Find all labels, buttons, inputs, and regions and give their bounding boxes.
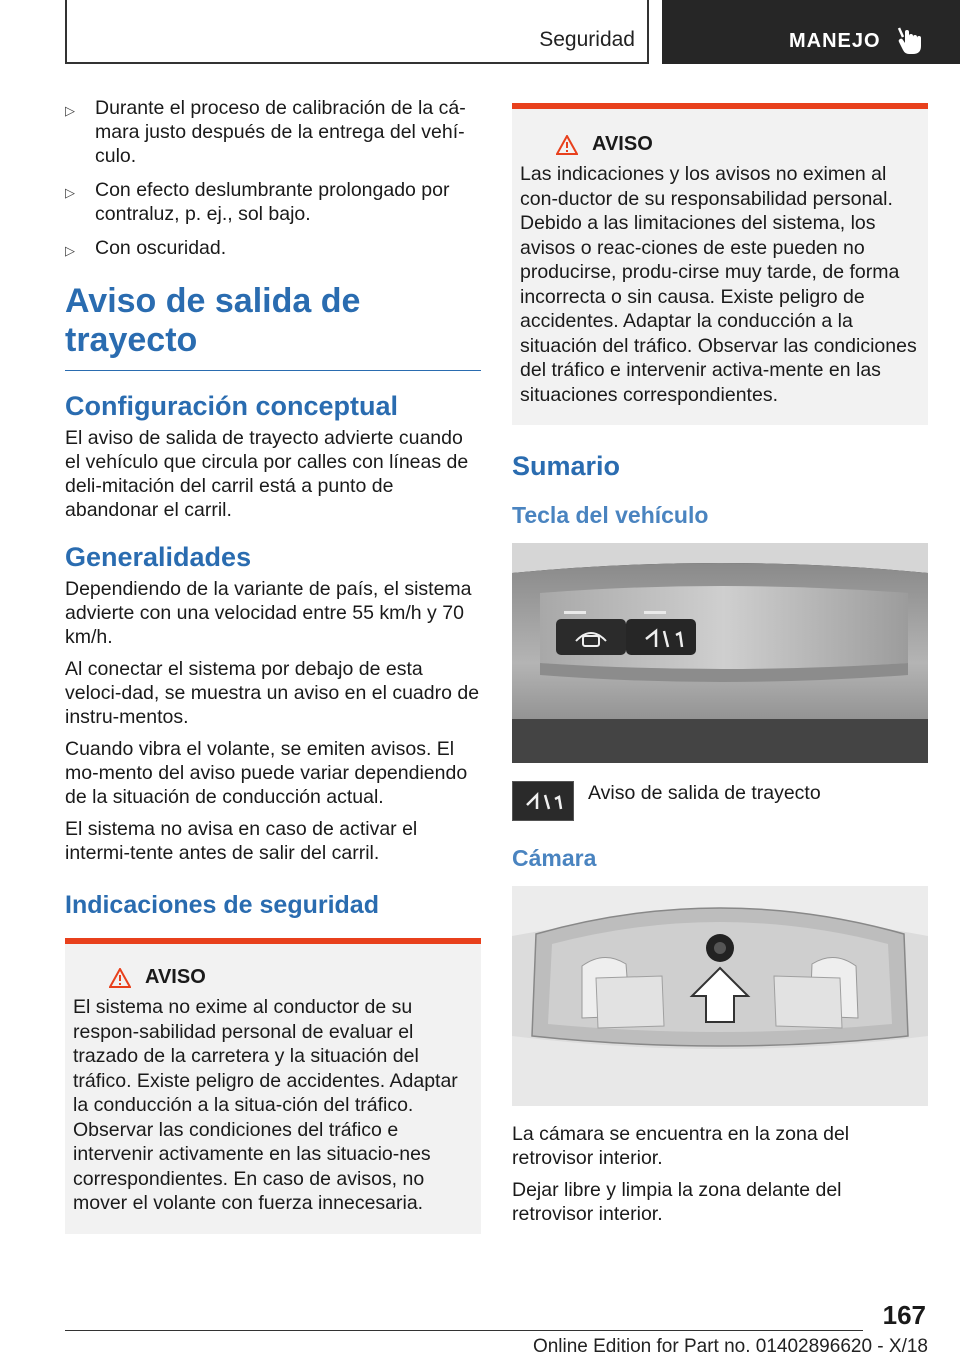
camera-location-photo bbox=[512, 886, 928, 1106]
page-number: 167 bbox=[882, 1300, 926, 1330]
triangle-bullet-icon: ▷ bbox=[65, 185, 75, 200]
lane-departure-button-icon bbox=[512, 781, 574, 821]
warning-triangle-icon bbox=[556, 135, 578, 155]
safety-heading: Indicaciones de seguridad bbox=[65, 891, 379, 919]
right-column bbox=[512, 103, 928, 1234]
camera-paragraph: La cámara se encuentra en la zona del retrovisor interior. bbox=[512, 1123, 850, 1169]
pointing-hand-icon bbox=[896, 24, 924, 56]
general-paragraph: Cuando vibra el volante, se emiten avisos. El mo-mento del aviso puede variar dependiendo de la situación de conducción actual. bbox=[65, 738, 468, 808]
warning-text: El sistema no exime al conductor de su respon-sabilidad personal de evaluar el trazado de la carretera y la situación del tráfico. Existe peligro de accidentes. Adaptar la conducción a la situa-ción del tráfico. Observar las condiciones del tráfico e intervenir activamente en las situacio-nes correspondientes. En caso de avisos, no mover el volante con fuerza innecesaria. bbox=[73, 996, 458, 1214]
general-paragraph: Dependiendo de la variante de país, el sistema advierte con una velocidad entre 55 km/h y 70 km/h. bbox=[65, 578, 472, 648]
left-column bbox=[65, 96, 481, 1234]
general-paragraph: El sistema no avisa en caso de activar el intermi-tente antes de salir del carril. bbox=[65, 818, 418, 864]
list-item: ▷ Con oscuridad. bbox=[65, 236, 481, 260]
list-item: ▷ Durante el proceso de calibración de la cá-mara justo después de la entrega del vehí-culo. bbox=[65, 97, 466, 167]
footer-edition: Online Edition for Part no. 01402896620 - X/18 bbox=[532, 1336, 928, 1357]
warning-label: AVISO bbox=[592, 133, 653, 155]
summary-heading: Sumario bbox=[512, 451, 621, 481]
concept-heading: Configuración conceptual bbox=[65, 391, 399, 421]
header-section-box bbox=[65, 0, 649, 64]
warning-label: AVISO bbox=[145, 966, 206, 988]
header-chapter-box bbox=[662, 0, 960, 64]
camera-paragraph: Dejar libre y limpia la zona delante del retrovisor interior. bbox=[512, 1179, 842, 1225]
key-caption: Aviso de salida de trayecto bbox=[588, 782, 821, 804]
header-section-title: Seguridad bbox=[539, 28, 635, 51]
key-heading: Tecla del vehículo bbox=[512, 502, 709, 528]
list-item: ▷ Con efecto deslumbrante prolongado por contraluz, p. ej., sol bajo. bbox=[65, 179, 450, 225]
triangle-bullet-icon: ▷ bbox=[65, 243, 75, 258]
vehicle-button-photo bbox=[512, 543, 928, 763]
triangle-bullet-icon: ▷ bbox=[65, 103, 75, 118]
warning-header bbox=[109, 966, 473, 989]
warning-box bbox=[65, 938, 481, 1234]
footer-divider bbox=[65, 1330, 863, 1331]
main-heading: Aviso de salida de trayecto bbox=[65, 282, 481, 371]
lane-warning-key-row bbox=[512, 781, 928, 821]
header-chapter-title: MANEJO bbox=[789, 30, 881, 52]
condition-list bbox=[65, 96, 481, 260]
concept-text: El aviso de salida de trayecto advierte cuando el vehículo que circula por calles con líneas de deli-mitación del carril está a punto de abandonar el carril. bbox=[65, 427, 469, 521]
general-heading: Generalidades bbox=[65, 542, 252, 572]
warning-text: Las indicaciones y los avisos no eximen al con-ductor de su responsabilidad personal. Debido a las limitaciones del sistema, los avisos o reac-ciones de este pueden no producirse, produ-cirse muy tarde, de forma incorrecta o sin causa. Existe peligro de accidentes. Adaptar la conducción a la situación del tráfico. Observar las condiciones del tráfico e intervenir activa-mente en las situaciones correspondientes. bbox=[520, 163, 917, 406]
general-paragraph: Al conectar el sistema por debajo de esta veloci-dad, se muestra un aviso en el cuadro de instru-mentos. bbox=[65, 658, 480, 728]
warning-triangle-icon bbox=[109, 968, 131, 988]
warning-header bbox=[556, 133, 920, 156]
warning-box bbox=[512, 103, 928, 425]
camera-heading: Cámara bbox=[512, 845, 597, 871]
